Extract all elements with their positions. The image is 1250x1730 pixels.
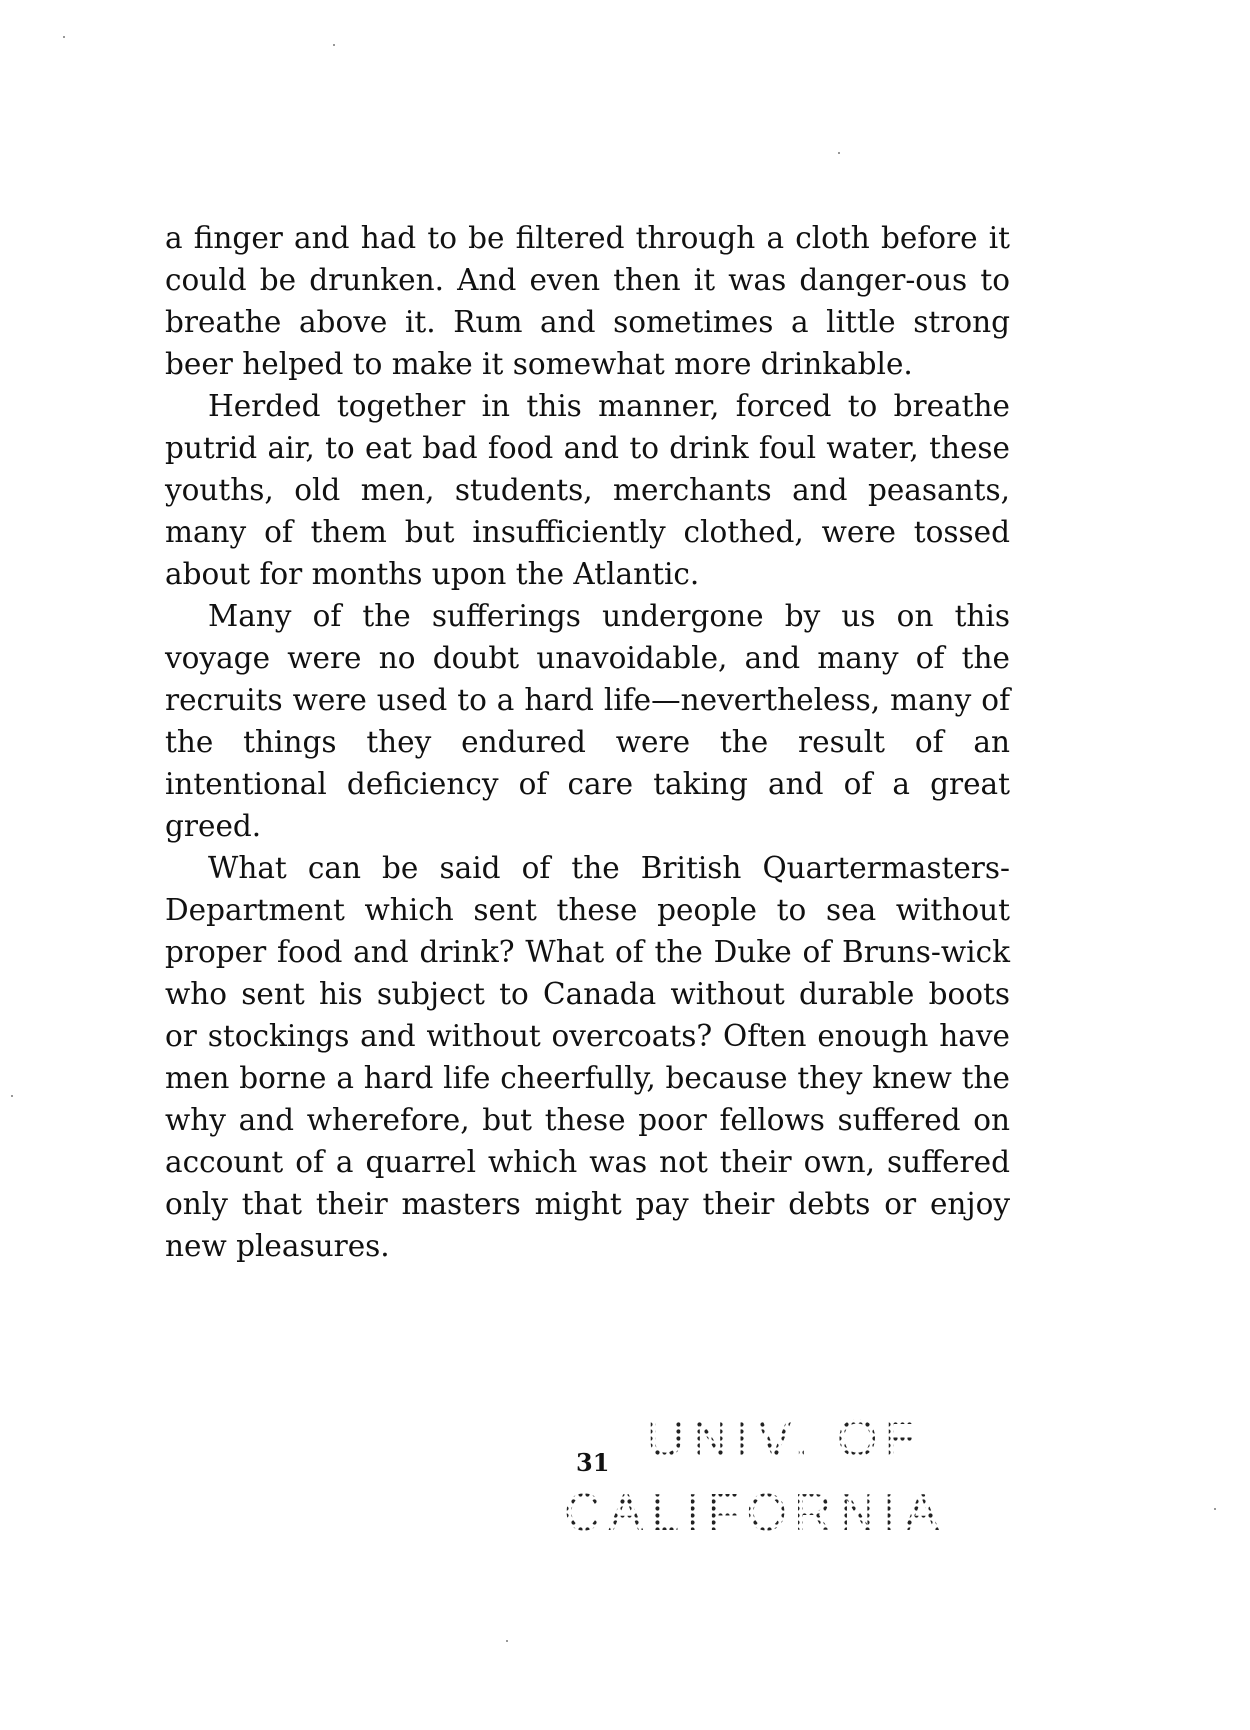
paper-speck [506,1640,508,1642]
paragraph: Many of the sufferings undergone by us on this voyage were no doubt unavoidable, and many of the recruits were used to a hard life—nevertheless, many of the things they endured were the result of an intentional deficiency of care taking and of a great greed. [165,599,1010,843]
paper-speck [63,36,65,38]
body-text [165,217,1010,1267]
paragraph: Herded together in this manner, forced to breathe putrid air, to eat bad food and to drink foul water, these youths, old men, students, merchants and peasants, many of them but insufficiently clothed, were tossed about for months upon the Atlantic. [165,389,1010,591]
paper-speck [11,1095,13,1097]
paper-speck [1214,1508,1216,1510]
stamp-line-2: CALIFORNIA [563,1484,947,1542]
paper-speck [333,44,335,46]
paragraph: What can be said of the British Quartermasters-Department which sent these people to sea without proper food and drink? What of the Duke of Bruns-wick who sent his subject to Canada without durable boots or stockings and without overcoats? Often enough have men borne a hard life cheerfully, because they knew the why and wherefore, but these poor fellows suffered on account of a quarrel which was not their own, suffered only that their masters might pay their debts or enjoy new pleasures. [165,851,1010,1263]
paragraph: a finger and had to be filtered through a cloth before it could be drunken. And even then it was danger-ous to breathe above it. Rum and sometimes a little strong beer helped to make it somewhat more drinkable. [165,221,1010,381]
page-number: 31 [576,1448,610,1477]
paper-speck [838,152,840,154]
stamp-line-1: UNIV. OF [646,1410,924,1468]
